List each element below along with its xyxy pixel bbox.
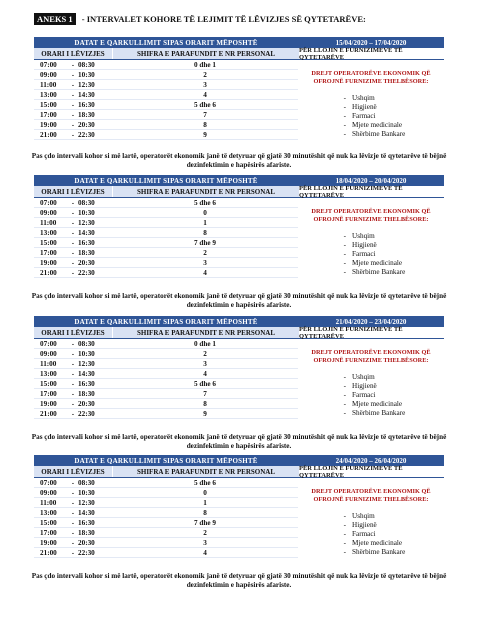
list-item (298, 240, 444, 249)
table-row (34, 268, 298, 278)
category-label: Ushqim (352, 231, 375, 240)
time-dash: - (71, 508, 75, 517)
category-label: Shërbime Bankare (352, 129, 406, 138)
category-label: Higjienë (352, 381, 377, 390)
id-digit-code: 8 (203, 508, 207, 517)
time-to: 10:30 (78, 70, 95, 79)
id-digit-code: 8 (203, 120, 207, 129)
col-code-header: SHIFRA E PARAFUNDIT E NR PERSONAL (112, 48, 299, 59)
id-digit-code: 9 (203, 409, 207, 418)
schedule-header-label: DATAT E QARKULLIMIT SIPAS ORARIT MËPOSHTË (74, 456, 258, 465)
table-row (34, 70, 298, 80)
id-digit-code: 4 (203, 548, 207, 557)
bullet: - (343, 390, 346, 399)
category-label: Mjete medicinale (352, 120, 403, 129)
category-label: Ushqim (352, 511, 375, 520)
category-list (298, 93, 444, 138)
table-row (34, 339, 298, 349)
col-code-header: SHIFRA E PARAFUNDIT E NR PERSONAL (112, 327, 299, 338)
disinfection-note: Pas çdo intervali kohor si më lartë, operatorët ekonomik janë të detyruar që gjatë 30 minutëshit që nuk ka lëvizje të qytetarëve të bëjnë dezinfektimin e hapësirës afariste. (31, 572, 447, 589)
schedule-block (34, 175, 444, 278)
time-dash: - (71, 70, 75, 79)
time-dash: - (71, 339, 75, 348)
col-time-header: ORARI I LËVIZJES (34, 466, 112, 477)
id-digit-code: 4 (203, 90, 207, 99)
time-dash: - (71, 100, 75, 109)
table-row (34, 409, 298, 419)
bullet: - (343, 372, 346, 381)
list-item (298, 102, 444, 111)
column-headers (34, 48, 444, 60)
id-digit-code: 0 dhe 1 (194, 339, 216, 348)
time-from: 09:00 (40, 208, 57, 217)
time-dash: - (71, 369, 75, 378)
id-digit-code: 2 (203, 528, 207, 537)
list-item (298, 538, 444, 547)
time-to: 12:30 (78, 498, 95, 507)
table-row (34, 518, 298, 528)
time-to: 16:30 (78, 518, 95, 527)
category-label: Farmaci (352, 529, 376, 538)
id-digit-code: 0 dhe 1 (194, 60, 216, 69)
time-from: 09:00 (40, 349, 57, 358)
category-label: Mjete medicinale (352, 258, 403, 267)
list-item (298, 520, 444, 529)
time-from: 09:00 (40, 70, 57, 79)
time-to: 16:30 (78, 100, 95, 109)
bullet: - (343, 102, 346, 111)
id-digit-code: 8 (203, 399, 207, 408)
annex-heading (34, 13, 366, 25)
time-dash: - (71, 518, 75, 527)
table-row (34, 258, 298, 268)
table-row (34, 359, 298, 369)
schedule-block (34, 455, 444, 558)
bullet: - (343, 267, 346, 276)
time-from: 19:00 (40, 538, 57, 547)
bullet: - (343, 408, 346, 417)
time-dash: - (71, 268, 75, 277)
table-row (34, 238, 298, 248)
list-item (298, 408, 444, 417)
table-row (34, 528, 298, 538)
category-label: Ushqim (352, 93, 375, 102)
time-to: 18:30 (78, 389, 95, 398)
time-to: 14:30 (78, 369, 95, 378)
schedule-header-label: DATAT E QARKULLIMIT SIPAS ORARIT MËPOSHTË (74, 176, 258, 185)
time-dash: - (71, 258, 75, 267)
operators-title: DREJT OPERATORËVE EKONOMIK QË OFROJNË FURNIZIME THELBËSORE: (311, 70, 431, 85)
table-row (34, 60, 298, 70)
time-to: 22:30 (78, 409, 95, 418)
id-digit-code: 7 (203, 110, 207, 119)
bullet: - (343, 231, 346, 240)
category-label: Shërbime Bankare (352, 547, 406, 556)
time-dash: - (71, 528, 75, 537)
time-from: 15:00 (40, 379, 57, 388)
list-item (298, 93, 444, 102)
table-row (34, 120, 298, 130)
time-to: 18:30 (78, 528, 95, 537)
time-from: 21:00 (40, 130, 57, 139)
id-digit-code: 5 dhe 6 (194, 198, 216, 207)
id-digit-code: 4 (203, 369, 207, 378)
time-from: 13:00 (40, 228, 57, 237)
bullet: - (343, 399, 346, 408)
time-to: 08:30 (78, 60, 95, 69)
time-dash: - (71, 130, 75, 139)
list-item (298, 249, 444, 258)
id-digit-code: 0 (203, 488, 207, 497)
col-time-header: ORARI I LËVIZJES (34, 186, 112, 197)
time-to: 20:30 (78, 120, 95, 129)
table-row (34, 548, 298, 558)
time-to: 14:30 (78, 228, 95, 237)
time-dash: - (71, 538, 75, 547)
table-row (34, 369, 298, 379)
annex-tag: ANEKS 1 (34, 13, 76, 25)
time-to: 08:30 (78, 478, 95, 487)
date-range: 18/04/2020 – 20/04/2020 (335, 176, 407, 185)
id-digit-code: 3 (203, 258, 207, 267)
time-from: 07:00 (40, 198, 57, 207)
time-from: 07:00 (40, 339, 57, 348)
schedule-header-label: DATAT E QARKULLIMIT SIPAS ORARIT MËPOSHTË (74, 317, 258, 326)
col-type-header: PËR LLOJIN E FURNIZIMEVE TË QYTETARËVE (299, 184, 403, 199)
id-digit-code: 1 (203, 218, 207, 227)
col-time-header: ORARI I LËVIZJES (34, 327, 112, 338)
id-digit-code: 2 (203, 349, 207, 358)
table-row (34, 498, 298, 508)
time-to: 10:30 (78, 488, 95, 497)
id-digit-code: 8 (203, 228, 207, 237)
time-to: 22:30 (78, 130, 95, 139)
id-digit-code: 7 dhe 9 (194, 238, 216, 247)
time-from: 13:00 (40, 369, 57, 378)
table-row (34, 100, 298, 110)
table-row (34, 349, 298, 359)
list-item (298, 120, 444, 129)
col-type-header: PËR LLOJIN E FURNIZIMEVE TË QYTETARËVE (299, 464, 403, 479)
list-item (298, 267, 444, 276)
col-type-header: PËR LLOJIN E FURNIZIMEVE TË QYTETARËVE (299, 46, 403, 61)
disinfection-note: Pas çdo intervali kohor si më lartë, operatorët ekonomik janë të detyruar që gjatë 30 minutëshit që nuk ka lëvizje të qytetarëve të bëjnë dezinfektimin e hapësirës afariste. (31, 152, 447, 169)
time-from: 17:00 (40, 248, 57, 257)
col-code-header: SHIFRA E PARAFUNDIT E NR PERSONAL (112, 466, 299, 477)
time-dash: - (71, 488, 75, 497)
time-to: 20:30 (78, 538, 95, 547)
id-digit-code: 3 (203, 538, 207, 547)
time-from: 19:00 (40, 120, 57, 129)
id-digit-code: 2 (203, 248, 207, 257)
operators-title: DREJT OPERATORËVE EKONOMIK QË OFROJNË FURNIZIME THELBËSORE: (311, 349, 431, 364)
list-item (298, 381, 444, 390)
table-row (34, 399, 298, 409)
time-to: 08:30 (78, 339, 95, 348)
time-from: 15:00 (40, 100, 57, 109)
time-dash: - (71, 498, 75, 507)
time-to: 18:30 (78, 248, 95, 257)
category-list (298, 511, 444, 556)
time-to: 20:30 (78, 258, 95, 267)
time-dash: - (71, 228, 75, 237)
table-row (34, 508, 298, 518)
time-dash: - (71, 60, 75, 69)
list-item (298, 390, 444, 399)
table-row (34, 80, 298, 90)
id-digit-code: 7 dhe 9 (194, 518, 216, 527)
category-list (298, 231, 444, 276)
time-dash: - (71, 198, 75, 207)
time-from: 21:00 (40, 548, 57, 557)
time-dash: - (71, 120, 75, 129)
id-digit-code: 7 (203, 389, 207, 398)
id-digit-code: 3 (203, 80, 207, 89)
time-from: 07:00 (40, 478, 57, 487)
bullet: - (343, 240, 346, 249)
time-to: 14:30 (78, 508, 95, 517)
annex-title: - INTERVALET KOHORE TË LEJIMIT TË LËVIZJES SË QYTETARËVE: (79, 14, 366, 24)
table-row (34, 198, 298, 208)
time-to: 16:30 (78, 379, 95, 388)
time-from: 15:00 (40, 518, 57, 527)
list-item (298, 258, 444, 267)
time-dash: - (71, 90, 75, 99)
table-row (34, 488, 298, 498)
time-to: 16:30 (78, 238, 95, 247)
bullet: - (343, 258, 346, 267)
time-from: 13:00 (40, 508, 57, 517)
list-item (298, 529, 444, 538)
supply-types (298, 60, 444, 140)
list-item (298, 511, 444, 520)
time-to: 22:30 (78, 268, 95, 277)
time-to: 20:30 (78, 399, 95, 408)
disinfection-note: Pas çdo intervali kohor si më lartë, operatorët ekonomik janë të detyruar që gjatë 30 minutëshit që nuk ka lëvizje të qytetarëve të bëjnë dezinfektimin e hapësirës afariste. (31, 433, 447, 450)
schedule-body (34, 60, 444, 140)
time-from: 21:00 (40, 268, 57, 277)
col-type-header: PËR LLOJIN E FURNIZIMEVE TË QYTETARËVE (299, 325, 403, 340)
time-from: 17:00 (40, 389, 57, 398)
time-dash: - (71, 379, 75, 388)
list-item (298, 231, 444, 240)
table-row (34, 478, 298, 488)
time-from: 11:00 (40, 498, 57, 507)
list-item (298, 547, 444, 556)
schedule-block (34, 316, 444, 419)
time-to: 12:30 (78, 218, 95, 227)
operators-title: DREJT OPERATORËVE EKONOMIK QË OFROJNË FURNIZIME THELBËSORE: (311, 488, 431, 503)
category-label: Higjienë (352, 102, 377, 111)
time-to: 12:30 (78, 359, 95, 368)
bullet: - (343, 538, 346, 547)
supply-types (298, 339, 444, 419)
category-label: Farmaci (352, 390, 376, 399)
bullet: - (343, 120, 346, 129)
schedule-block (34, 37, 444, 140)
category-label: Mjete medicinale (352, 399, 403, 408)
category-label: Farmaci (352, 249, 376, 258)
list-item (298, 111, 444, 120)
time-to: 08:30 (78, 198, 95, 207)
category-list (298, 372, 444, 417)
time-dash: - (71, 248, 75, 257)
time-from: 19:00 (40, 258, 57, 267)
schedule-header-label: DATAT E QARKULLIMIT SIPAS ORARIT MËPOSHTË (74, 38, 258, 47)
time-dash: - (71, 238, 75, 247)
time-to: 10:30 (78, 208, 95, 217)
table-row (34, 389, 298, 399)
id-digit-code: 3 (203, 359, 207, 368)
time-dash: - (71, 218, 75, 227)
schedule-body (34, 339, 444, 419)
supply-types (298, 478, 444, 558)
bullet: - (343, 111, 346, 120)
id-digit-code: 9 (203, 130, 207, 139)
time-to: 14:30 (78, 90, 95, 99)
time-from: 21:00 (40, 409, 57, 418)
time-to: 18:30 (78, 110, 95, 119)
time-from: 11:00 (40, 359, 57, 368)
column-headers (34, 186, 444, 198)
id-digit-code: 5 dhe 6 (194, 379, 216, 388)
time-to: 22:30 (78, 548, 95, 557)
time-dash: - (71, 389, 75, 398)
category-label: Ushqim (352, 372, 375, 381)
time-dash: - (71, 349, 75, 358)
category-label: Shërbime Bankare (352, 267, 406, 276)
schedule-rows (34, 339, 298, 419)
col-time-header: ORARI I LËVIZJES (34, 48, 112, 59)
table-row (34, 218, 298, 228)
column-headers (34, 466, 444, 478)
bullet: - (343, 93, 346, 102)
time-dash: - (71, 399, 75, 408)
id-digit-code: 5 dhe 6 (194, 100, 216, 109)
date-range: 15/04/2020 – 17/04/2020 (335, 38, 407, 47)
table-row (34, 208, 298, 218)
time-dash: - (71, 110, 75, 119)
bullet: - (343, 529, 346, 538)
time-dash: - (71, 548, 75, 557)
operators-title: DREJT OPERATORËVE EKONOMIK QË OFROJNË FURNIZIME THELBËSORE: (311, 208, 431, 223)
time-from: 09:00 (40, 488, 57, 497)
schedule-body (34, 198, 444, 278)
time-from: 11:00 (40, 218, 57, 227)
time-from: 07:00 (40, 60, 57, 69)
time-dash: - (71, 80, 75, 89)
id-digit-code: 1 (203, 498, 207, 507)
id-digit-code: 0 (203, 208, 207, 217)
schedule-rows (34, 60, 298, 140)
id-digit-code: 4 (203, 268, 207, 277)
list-item (298, 129, 444, 138)
list-item (298, 372, 444, 381)
disinfection-note: Pas çdo intervali kohor si më lartë, operatorët ekonomik janë të detyruar që gjatë 30 minutëshit që nuk ka lëvizje të qytetarëve të bëjnë dezinfektimin e hapësirës afariste. (31, 292, 447, 309)
category-label: Farmaci (352, 111, 376, 120)
bullet: - (343, 381, 346, 390)
table-row (34, 379, 298, 389)
bullet: - (343, 249, 346, 258)
time-dash: - (71, 208, 75, 217)
supply-types (298, 198, 444, 278)
time-from: 11:00 (40, 80, 57, 89)
table-row (34, 248, 298, 258)
time-from: 17:00 (40, 528, 57, 537)
bullet: - (343, 547, 346, 556)
table-row (34, 130, 298, 140)
date-range: 24/04/2020 – 26/04/2020 (335, 456, 407, 465)
time-from: 15:00 (40, 238, 57, 247)
table-row (34, 538, 298, 548)
time-from: 17:00 (40, 110, 57, 119)
category-label: Higjienë (352, 240, 377, 249)
time-dash: - (71, 409, 75, 418)
time-from: 13:00 (40, 90, 57, 99)
list-item (298, 399, 444, 408)
category-label: Mjete medicinale (352, 538, 403, 547)
bullet: - (343, 129, 346, 138)
id-digit-code: 2 (203, 70, 207, 79)
schedule-rows (34, 198, 298, 278)
time-from: 19:00 (40, 399, 57, 408)
table-row (34, 228, 298, 238)
time-dash: - (71, 359, 75, 368)
bullet: - (343, 511, 346, 520)
column-headers (34, 327, 444, 339)
time-to: 12:30 (78, 80, 95, 89)
table-row (34, 110, 298, 120)
time-to: 10:30 (78, 349, 95, 358)
table-row (34, 90, 298, 100)
bullet: - (343, 520, 346, 529)
schedule-rows (34, 478, 298, 558)
schedule-body (34, 478, 444, 558)
date-range: 21/04/2020 – 23/04/2020 (335, 317, 407, 326)
col-code-header: SHIFRA E PARAFUNDIT E NR PERSONAL (112, 186, 299, 197)
category-label: Higjienë (352, 520, 377, 529)
id-digit-code: 5 dhe 6 (194, 478, 216, 487)
time-dash: - (71, 478, 75, 487)
category-label: Shërbime Bankare (352, 408, 406, 417)
